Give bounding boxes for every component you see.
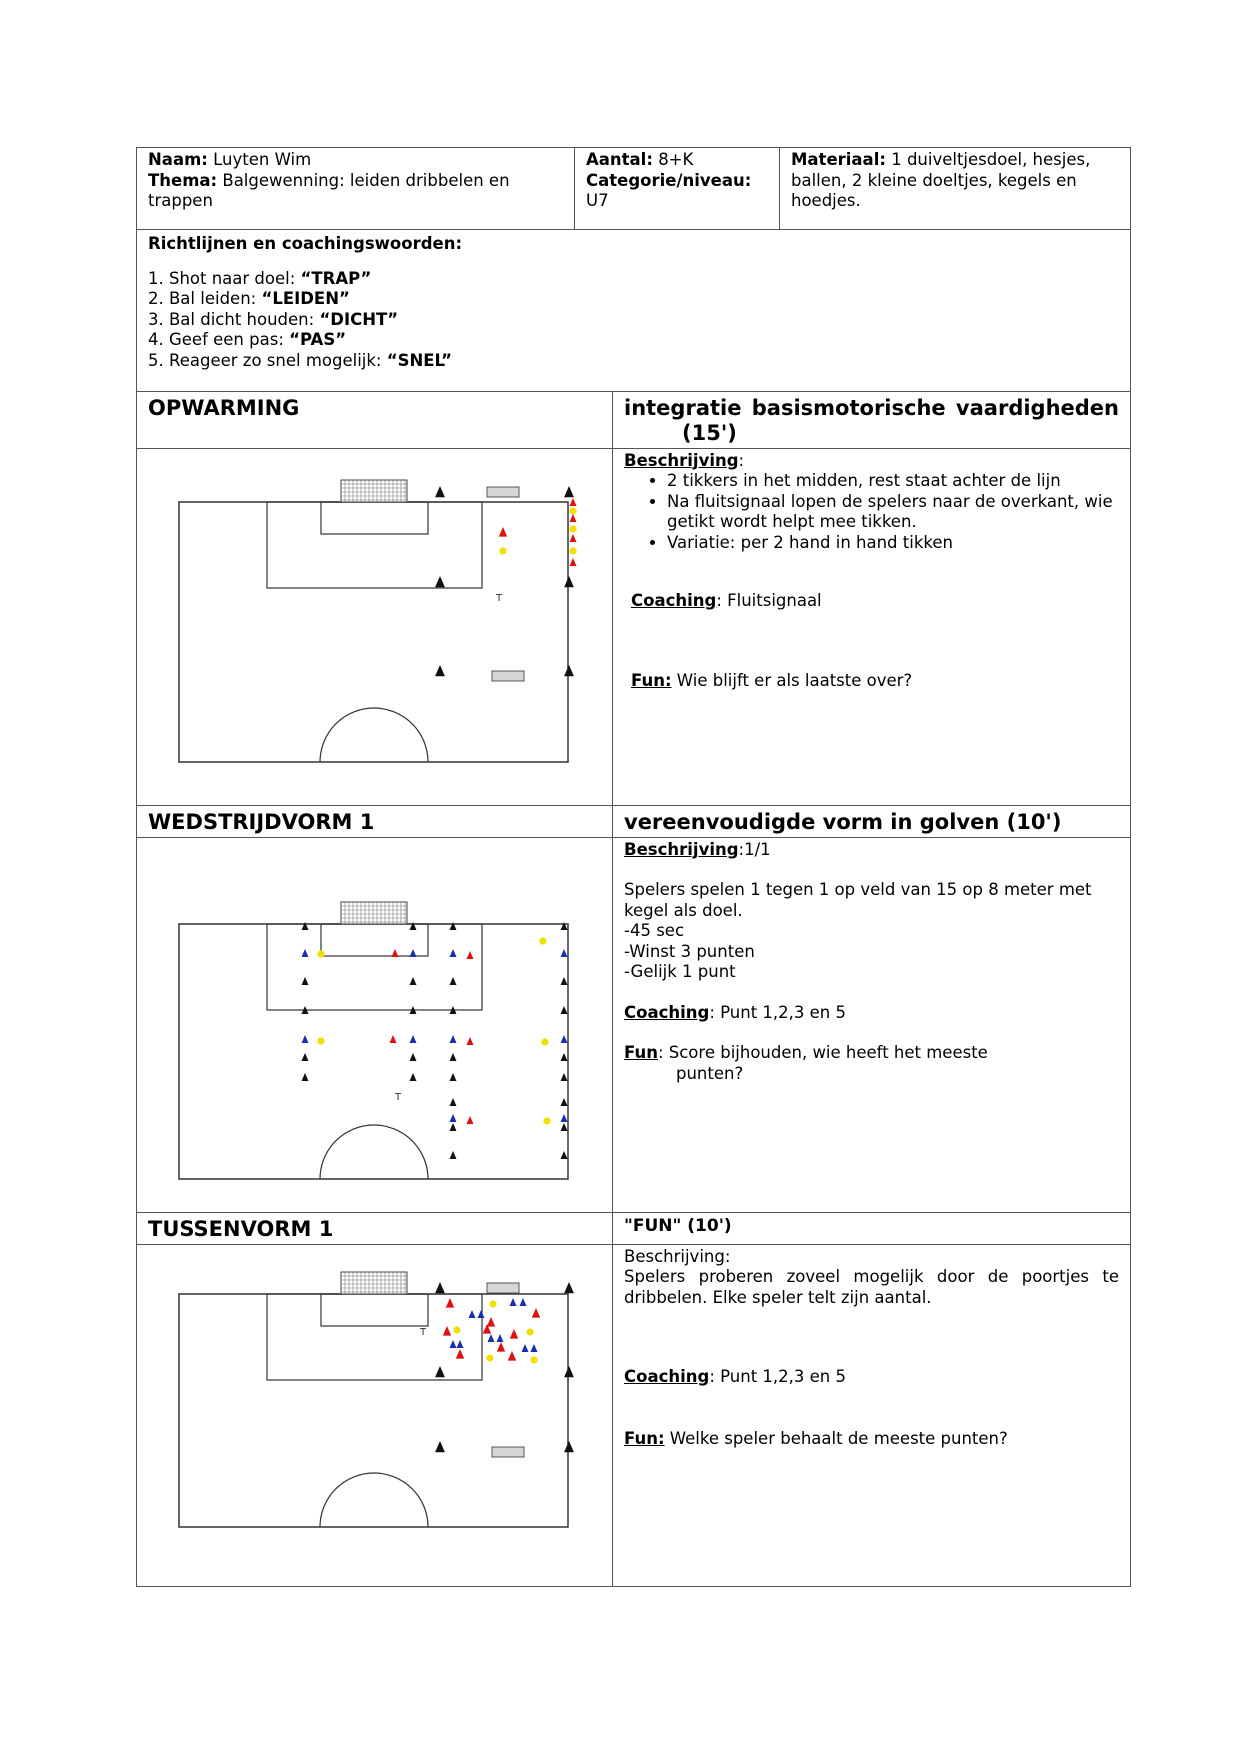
cone-marker [435,1282,445,1293]
cone-marker [564,576,574,587]
cone-marker [457,1340,464,1348]
tussenvorm-description [613,1244,1131,1586]
opwarming-bullets [624,471,1119,553]
cone-marker [570,558,577,566]
trainer-marker: T [420,1326,427,1338]
opwarming-diagram-cell [137,448,613,805]
cone-marker [508,1351,516,1361]
beschrijving-text: Spelers proberen zoveel mogelijk door de poortjes te dribbelen. Elke speler telt zijn aantal. [624,1267,1119,1307]
header-table [136,147,1131,392]
cone-marker [450,1123,457,1131]
cone-marker [561,977,568,985]
richtlijnen-cell [137,230,1131,392]
materiaal-cell [780,148,1131,230]
cone-marker [450,1151,457,1159]
cone-marker [570,498,577,506]
penalty-area [267,502,482,588]
bullet-item: • 2 tikkers in het midden, rest staat achter de lijn [667,471,1119,492]
cone-marker [410,1053,417,1061]
player-dot [486,1354,493,1361]
player-dot [489,1300,496,1307]
player-dot [526,1328,533,1335]
goal-area [321,502,428,534]
wedstrijdvorm-title: WEDSTRIJDVORM 1 [137,805,613,837]
cone-marker [450,1114,457,1122]
cone-marker [561,1114,568,1122]
penalty-area [267,924,482,1010]
cone-marker [467,1116,474,1124]
fun-text: Wie blijft er als laatste over? [671,670,913,690]
coaching-words-list [148,269,1119,372]
opwarming-description: Beschrijving: • 2 tikkers in het midden, rest staat achter de lijn • Na fluitsignaal lopen de spelers naar de overkant, wie getikt wordt helpt mee tikken. • Variatie: per 2 hand in hand tikken Coaching: Fluitsignaal Fun: Wie blijft er als laatste over? [613,448,1131,805]
fun-text: Welke speler behaalt de meeste punten? [664,1428,1008,1448]
cone-marker [302,949,309,957]
cone-marker [561,1123,568,1131]
fun-text-continued: punten? [676,1063,744,1083]
cone-marker [450,949,457,957]
small-goal [492,671,524,681]
opwarming-title: OPWARMING [137,391,613,448]
tussenvorm-diagram-cell [137,1244,613,1586]
small-goal [487,1283,519,1293]
cone-marker [561,1073,568,1081]
aantal-cell [575,148,780,230]
materiaal-value: 1 duiveltjesdoel, hesjes, ballen, 2 kleine doeltjes, kegels en hoedjes. [791,150,1091,210]
cone-marker [510,1329,518,1339]
player-dot [569,507,576,514]
player-dot [569,525,576,532]
cone-marker [561,949,568,957]
cone-marker [522,1344,529,1352]
cone-marker [467,951,474,959]
cone-marker [561,922,568,930]
cone-marker [435,486,445,497]
cone-marker [302,1035,309,1043]
cone-marker [499,527,507,537]
coaching-word-item: 5. Reageer zo snel mogelijk: “SNEL” [148,350,452,370]
player-dot [317,1037,324,1044]
cone-marker [564,1282,574,1293]
fun-label: Fun [624,1043,658,1062]
description-line: Spelers spelen 1 tegen 1 op veld van 15 op 8 meter met kegel als doel. [624,880,1092,920]
thema-value: Balgewenning: leiden dribbelen en trappen [148,170,510,210]
cone-marker [450,977,457,985]
cone-marker [302,977,309,985]
small-goal [492,1447,524,1457]
cone-marker [443,1326,451,1336]
pitch-boundary [179,924,568,1179]
cone-marker [435,1441,445,1452]
pitch-boundary [179,502,568,762]
goal-area [321,1294,428,1326]
coaching-word-item: 3. Bal dicht houden: “DICHT” [148,309,399,329]
pitch-boundary [179,1294,568,1527]
tussenvorm-subtitle: "FUN" (10') [613,1212,1131,1244]
cone-marker [531,1344,538,1352]
player-dot [541,1038,548,1045]
materiaal-label: Materiaal: [791,150,886,169]
player-dot [539,937,546,944]
opwarming-subtitle: integratie basismotorische vaardigheden (15') [613,391,1131,448]
player-dot [499,547,506,554]
description-line: -Winst 3 punten [624,941,755,961]
cone-marker [410,922,417,930]
coaching-word-item: 1. Shot naar doel: “TRAP” [148,268,372,288]
opwarming-pitch-diagram [137,449,613,804]
beschrijving-label: Beschrijving: [624,1246,731,1266]
player-dot [543,1117,550,1124]
coaching-label: Coaching [624,1367,710,1386]
cone-marker [467,1037,474,1045]
cone-marker [390,1035,397,1043]
wedstrijdvorm-pitch-diagram [137,838,613,1211]
wedstrijdvorm-diagram-cell [137,837,613,1212]
richtlijnen-title: Richtlijnen en coachingswoorden: [148,234,463,253]
cone-marker [446,1298,454,1308]
description-line: -45 sec [624,921,685,940]
cone-marker [497,1342,505,1352]
cone-marker [450,1035,457,1043]
cone-marker [450,1053,457,1061]
fun-text: : Score bijhouden, wie heeft het meeste [657,1043,988,1062]
sections-table [136,391,1131,1587]
thema-label: Thema: [148,170,218,190]
cone-marker [488,1334,495,1342]
cone-marker [435,1366,445,1377]
cone-marker [564,486,574,497]
player-dot [530,1356,537,1363]
coaching-word-item: 2. Bal leiden: “LEIDEN” [148,289,350,308]
center-circle-arc [320,708,428,762]
categorie-value: U7 [586,191,609,210]
cone-marker [510,1298,517,1306]
aantal-value: 8+K [658,150,694,169]
cone-marker [564,1366,574,1377]
beschrijving-label: Beschrijving [624,450,739,470]
cone-marker [456,1349,464,1359]
naam-value: Luyten Wim [213,150,312,169]
cone-marker [561,1035,568,1043]
cone-marker [435,665,445,676]
cone-marker [392,949,399,957]
coaching-word-item: 4. Geef een pas: “PAS” [148,330,347,349]
cone-marker [564,1441,574,1452]
fun-label: Fun: [631,670,672,690]
coaching-label: Coaching [624,1002,710,1022]
tussenvorm-title: TUSSENVORM 1 [137,1212,613,1244]
naam-label: Naam: [148,150,208,169]
bullet-item: • Variatie: per 2 hand in hand tikken [667,533,1119,554]
cone-marker [570,534,577,542]
naam-thema-cell [137,148,575,230]
player-dot [569,547,576,554]
coaching-text: : Punt 1,2,3 en 5 [709,1002,847,1022]
training-sheet [136,147,1130,1587]
wedstrijdvorm-subtitle: vereenvoudigde vorm in golven (10') [613,805,1131,837]
cone-marker [561,1151,568,1159]
cone-marker [302,922,309,930]
cone-marker [478,1310,485,1318]
cone-marker [302,1053,309,1061]
player-dot [453,1326,460,1333]
tussenvorm-pitch-diagram [137,1245,613,1585]
cone-marker [570,514,577,522]
cone-marker [450,1073,457,1081]
trainer-marker: T [395,1091,402,1103]
cone-marker [435,576,445,587]
player-dot [317,950,324,957]
cone-marker [410,1035,417,1043]
coaching-text: : Punt 1,2,3 en 5 [709,1367,847,1386]
cone-marker [302,1073,309,1081]
cone-marker [469,1310,476,1318]
cone-marker [532,1308,540,1318]
bullet-item: • Na fluitsignaal lopen de spelers naar de overkant, wie getikt wordt helpt mee tikken. [667,492,1119,533]
aantal-label: Aantal: [586,150,653,169]
cone-marker [410,1073,417,1081]
beschrijving-label: Beschrijving [624,839,739,859]
center-circle-arc [320,1125,428,1179]
cone-marker [561,1098,568,1106]
coaching-label: Coaching [631,591,717,610]
cone-marker [520,1298,527,1306]
cone-marker [561,1053,568,1061]
cone-marker [450,1098,457,1106]
cone-marker [497,1334,504,1342]
description-line: -Gelijk 1 punt [624,962,736,981]
cone-marker [450,1340,457,1348]
cone-marker [487,1317,495,1327]
cone-marker [564,665,574,676]
cone-marker [450,922,457,930]
cone-marker [410,949,417,957]
coaching-text: : Fluitsignaal [716,591,822,610]
small-goal [487,487,519,497]
cone-marker [410,977,417,985]
center-circle-arc [320,1473,428,1527]
wedstrijdvorm-description: Beschrijving:1/1 Spelers spelen 1 tegen 1 op veld van 15 op 8 meter met kegel als doel. -45 sec -Winst 3 punten -Gelijk 1 punt Coaching: Punt 1,2,3 en 5 Fun: Score bijhouden, wie heeft het meeste punten? [613,837,1131,1212]
cone-marker [561,1006,568,1014]
trainer-marker: T [496,592,503,604]
categorie-label: Categorie/niveau: [586,170,752,190]
fun-label: Fun: [624,1428,665,1448]
